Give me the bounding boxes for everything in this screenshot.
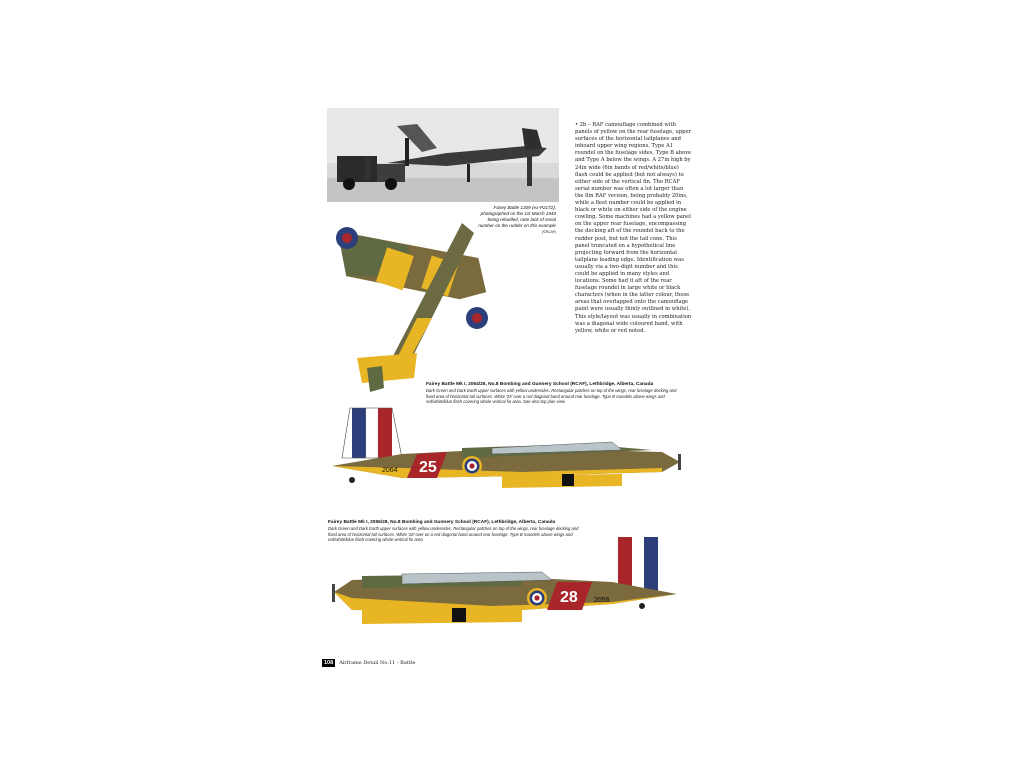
profile2-serial: 2056 <box>594 597 610 604</box>
page-number: 108 <box>324 660 334 666</box>
aircraft-top-view <box>322 208 502 403</box>
magazine-page <box>322 100 702 672</box>
page-footer <box>322 658 415 668</box>
profile1-title: Fairey Battle Mk I, 2064/25, No.8 Bombing and Gunnery School (RCAF), Lethbridge, Alberta, Canada <box>426 382 654 387</box>
aircraft-side-profile-2 <box>322 532 692 642</box>
publication-title: Airframe Detail No.11 - Battle <box>339 660 416 666</box>
profile1-fleet-number: 25 <box>419 459 437 476</box>
profile1-serial: 2064 <box>382 467 398 474</box>
historical-photo <box>327 108 559 202</box>
photo-caption-text: Fairey Battle 1309 (ex-P2172), photographed on the 1st March 1940 being refuelled, note lack of serial number on the rudder on this example <box>478 205 556 228</box>
profile2-description: Dark Green and Dark Earth upper surfaces with yellow undersides. Rectangular patches on top of the wings, rear fuselage decking and fixed area of horizontal tail surfaces. White '28' over on a red diagonal band around rear fuselage. Type B roundels above wings and red/white/blue flash covering whole vertical fin area <box>328 526 579 543</box>
article-body: • 2b – RAF camouflage combined with panels of yellow on the rear fuselage, upper surfaces of the horizontal tailplanes and inboard upper wing regions. Type A1 roundel on the fuselage sides, Type B above and Type A below the wings. A 27in high by 24in wide (6in bands of red/white/blue) flash could be applied (but not always) to either side of the vertical fin. The RCAF serial number was often a lot larger than the 8in RAF version, being probably 20ins, while a fleet number could be applied in black or white on either side of the engine cowling. Some machines had a yellow panel on the upper rear fuselage, encompassing the decking aft of the roundel back to the rudder post, but not the tail cone. This panel truncated on a hypothetical line projecting forward from the horizontal tailplane leading edge. Identification was usually via a two-digit number and this could be applied in many styles and locations. Some had it aft of the rear fuselage roundel in large white or black characters (when in the latter colour, those areas that overlapped onto the camouflage paint were usually thinly outlined in white). This style/layout was usually in combination was a diagonal wide coloured band, with yellow, white or red noted. <box>575 122 692 334</box>
photo-credit: (©RCAF) <box>542 230 556 234</box>
profile1-description: Dark Green and Dark Earth upper surfaces with yellow undersides. Rectangular patches on top of the wings, rear fuselage decking and fixed area of horizontal tail surfaces. White '25' over a red diagonal band around rear fuselage. Type B roundels above wings and red/white/blue flash covering whole vertical fin area. See also top plan view <box>426 388 677 405</box>
profile2-title: Fairey Battle Mk I, 2056/28, No.8 Bombing and Gunnery School (RCAF), Lethbridge, Alberta, Canada <box>328 520 556 525</box>
aircraft-side-profile-1 <box>322 396 692 496</box>
profile2-fleet-number: 28 <box>560 589 578 606</box>
